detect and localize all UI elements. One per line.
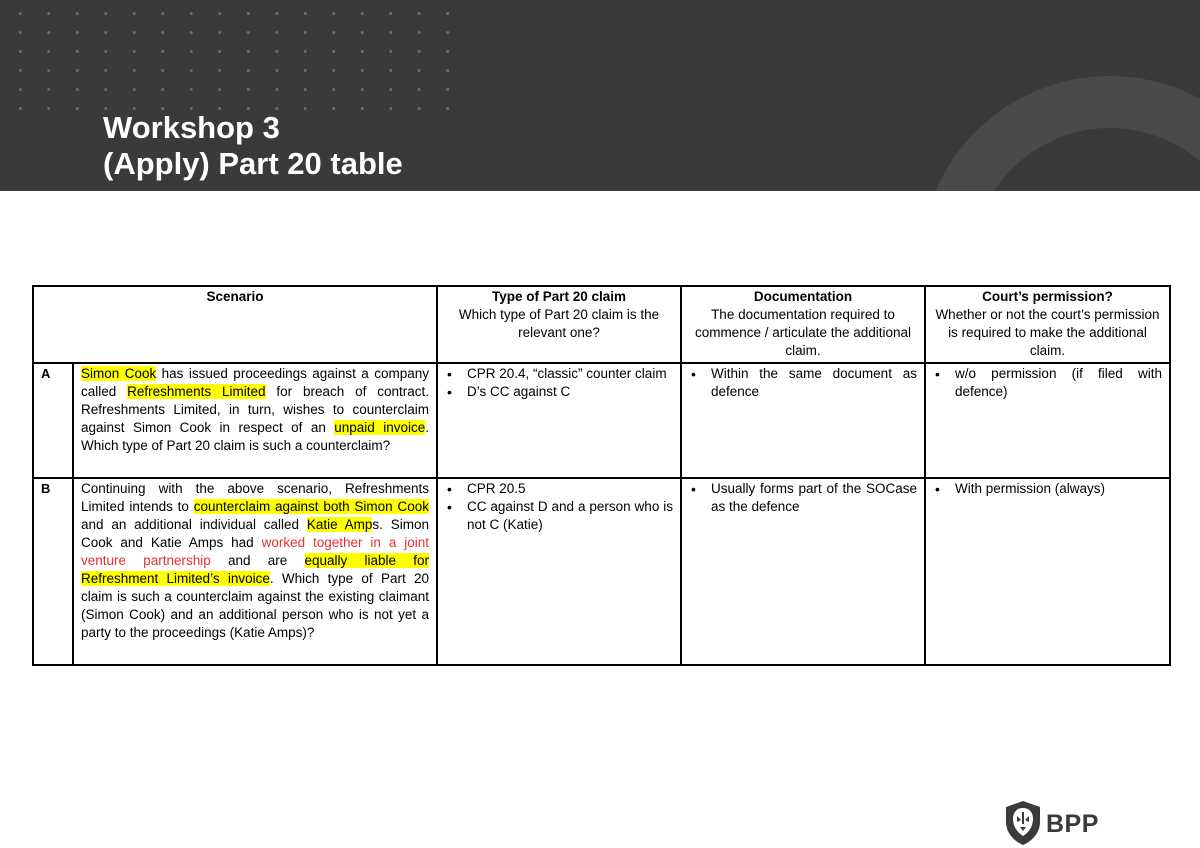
list-item: • With permission (always) bbox=[955, 480, 1162, 498]
table-header-row bbox=[33, 286, 1170, 363]
header-scenario bbox=[33, 286, 437, 363]
type-cell bbox=[437, 363, 681, 478]
header-documentation bbox=[681, 286, 925, 363]
header-title: Type of Part 20 claim bbox=[491, 289, 627, 304]
highlighted-text: Simon Cook bbox=[81, 366, 157, 381]
list-item: • CPR 20.4, “classic” counter claim bbox=[467, 365, 673, 383]
permission-cell bbox=[925, 363, 1170, 478]
permission-list bbox=[933, 365, 1162, 401]
permission-list bbox=[933, 480, 1162, 498]
documentation-list bbox=[689, 480, 917, 516]
lion-shield-icon bbox=[1004, 800, 1042, 846]
red-text: worked together in a joint venture partnership bbox=[81, 535, 429, 568]
permission-cell bbox=[925, 478, 1170, 665]
header-subtitle: Which type of Part 20 claim is the relevant one? bbox=[458, 307, 660, 340]
type-list bbox=[445, 480, 673, 534]
header-title: Court’s permission? bbox=[982, 289, 1113, 304]
scenario-text: . Which type of Part 20 claim is such a counterclaim? bbox=[81, 420, 429, 453]
documentation-cell bbox=[681, 478, 925, 665]
header-permission bbox=[925, 286, 1170, 363]
highlighted-text: Katie Amp bbox=[306, 517, 373, 532]
highlighted-text: counterclaim against both Simon Cook bbox=[193, 499, 430, 514]
table-row bbox=[33, 478, 1170, 665]
scenario-cell bbox=[73, 478, 437, 665]
type-list bbox=[445, 365, 673, 401]
header-title: Scenario bbox=[206, 289, 264, 304]
row-letter: A bbox=[33, 363, 73, 478]
list-item: • w/o permission (if filed with defence) bbox=[955, 365, 1162, 401]
list-item: • Usually forms part of the SOCase as the defence bbox=[711, 480, 917, 516]
title-line-1: Workshop 3 bbox=[103, 110, 280, 145]
list-item: • Within the same document as defence bbox=[711, 365, 917, 401]
scenario-text: has issued proceedings against a company called bbox=[81, 366, 429, 399]
highlighted-text: Refreshments Limited bbox=[127, 384, 266, 399]
list-item: • D’s CC against C bbox=[467, 383, 673, 401]
part20-table bbox=[32, 285, 1171, 666]
row-letter: B bbox=[33, 478, 73, 665]
dot-pattern bbox=[0, 0, 460, 110]
list-item: • CC against D and a person who is not C (Katie) bbox=[467, 498, 673, 534]
title-line-2: (Apply) Part 20 table bbox=[103, 146, 403, 181]
header-banner bbox=[0, 0, 1200, 191]
table-row bbox=[33, 363, 1170, 478]
header-title: Documentation bbox=[753, 289, 853, 304]
header-subtitle: The documentation required to commence / articulate the additional claim. bbox=[694, 307, 912, 358]
highlighted-text: unpaid invoice bbox=[334, 420, 426, 435]
scenario-text: and are bbox=[210, 553, 305, 568]
decorative-arc bbox=[920, 76, 1200, 191]
bpp-logo bbox=[1004, 800, 1104, 848]
header-subtitle: Whether or not the court’s permission is required to make the additional claim. bbox=[935, 307, 1160, 358]
highlighted-text: equally liable for Refreshment Limited’s invoice bbox=[81, 553, 429, 586]
type-cell bbox=[437, 478, 681, 665]
scenario-text: for breach of contract. Refreshments Limited, in turn, wishes to counterclaim against Simon Cook in respect of an bbox=[81, 384, 429, 435]
documentation-list bbox=[689, 365, 917, 401]
scenario-text: . Which type of Part 20 claim is such a counterclaim against the existing claimant (Simon Cook) and an additional person who is not yet a party to the proceedings (Katie Amps)? bbox=[81, 571, 429, 640]
page-title bbox=[103, 110, 403, 182]
scenario-text: Continuing with the above scenario, Refreshments Limited intends to bbox=[81, 481, 429, 514]
list-item: • CPR 20.5 bbox=[467, 480, 673, 498]
scenario-text: and an additional individual called bbox=[81, 517, 307, 532]
documentation-cell bbox=[681, 363, 925, 478]
header-type bbox=[437, 286, 681, 363]
scenario-text: s. Simon Cook and Katie Amps had bbox=[81, 517, 429, 550]
logo-text: BPP bbox=[1046, 810, 1099, 838]
scenario-cell bbox=[73, 363, 437, 478]
